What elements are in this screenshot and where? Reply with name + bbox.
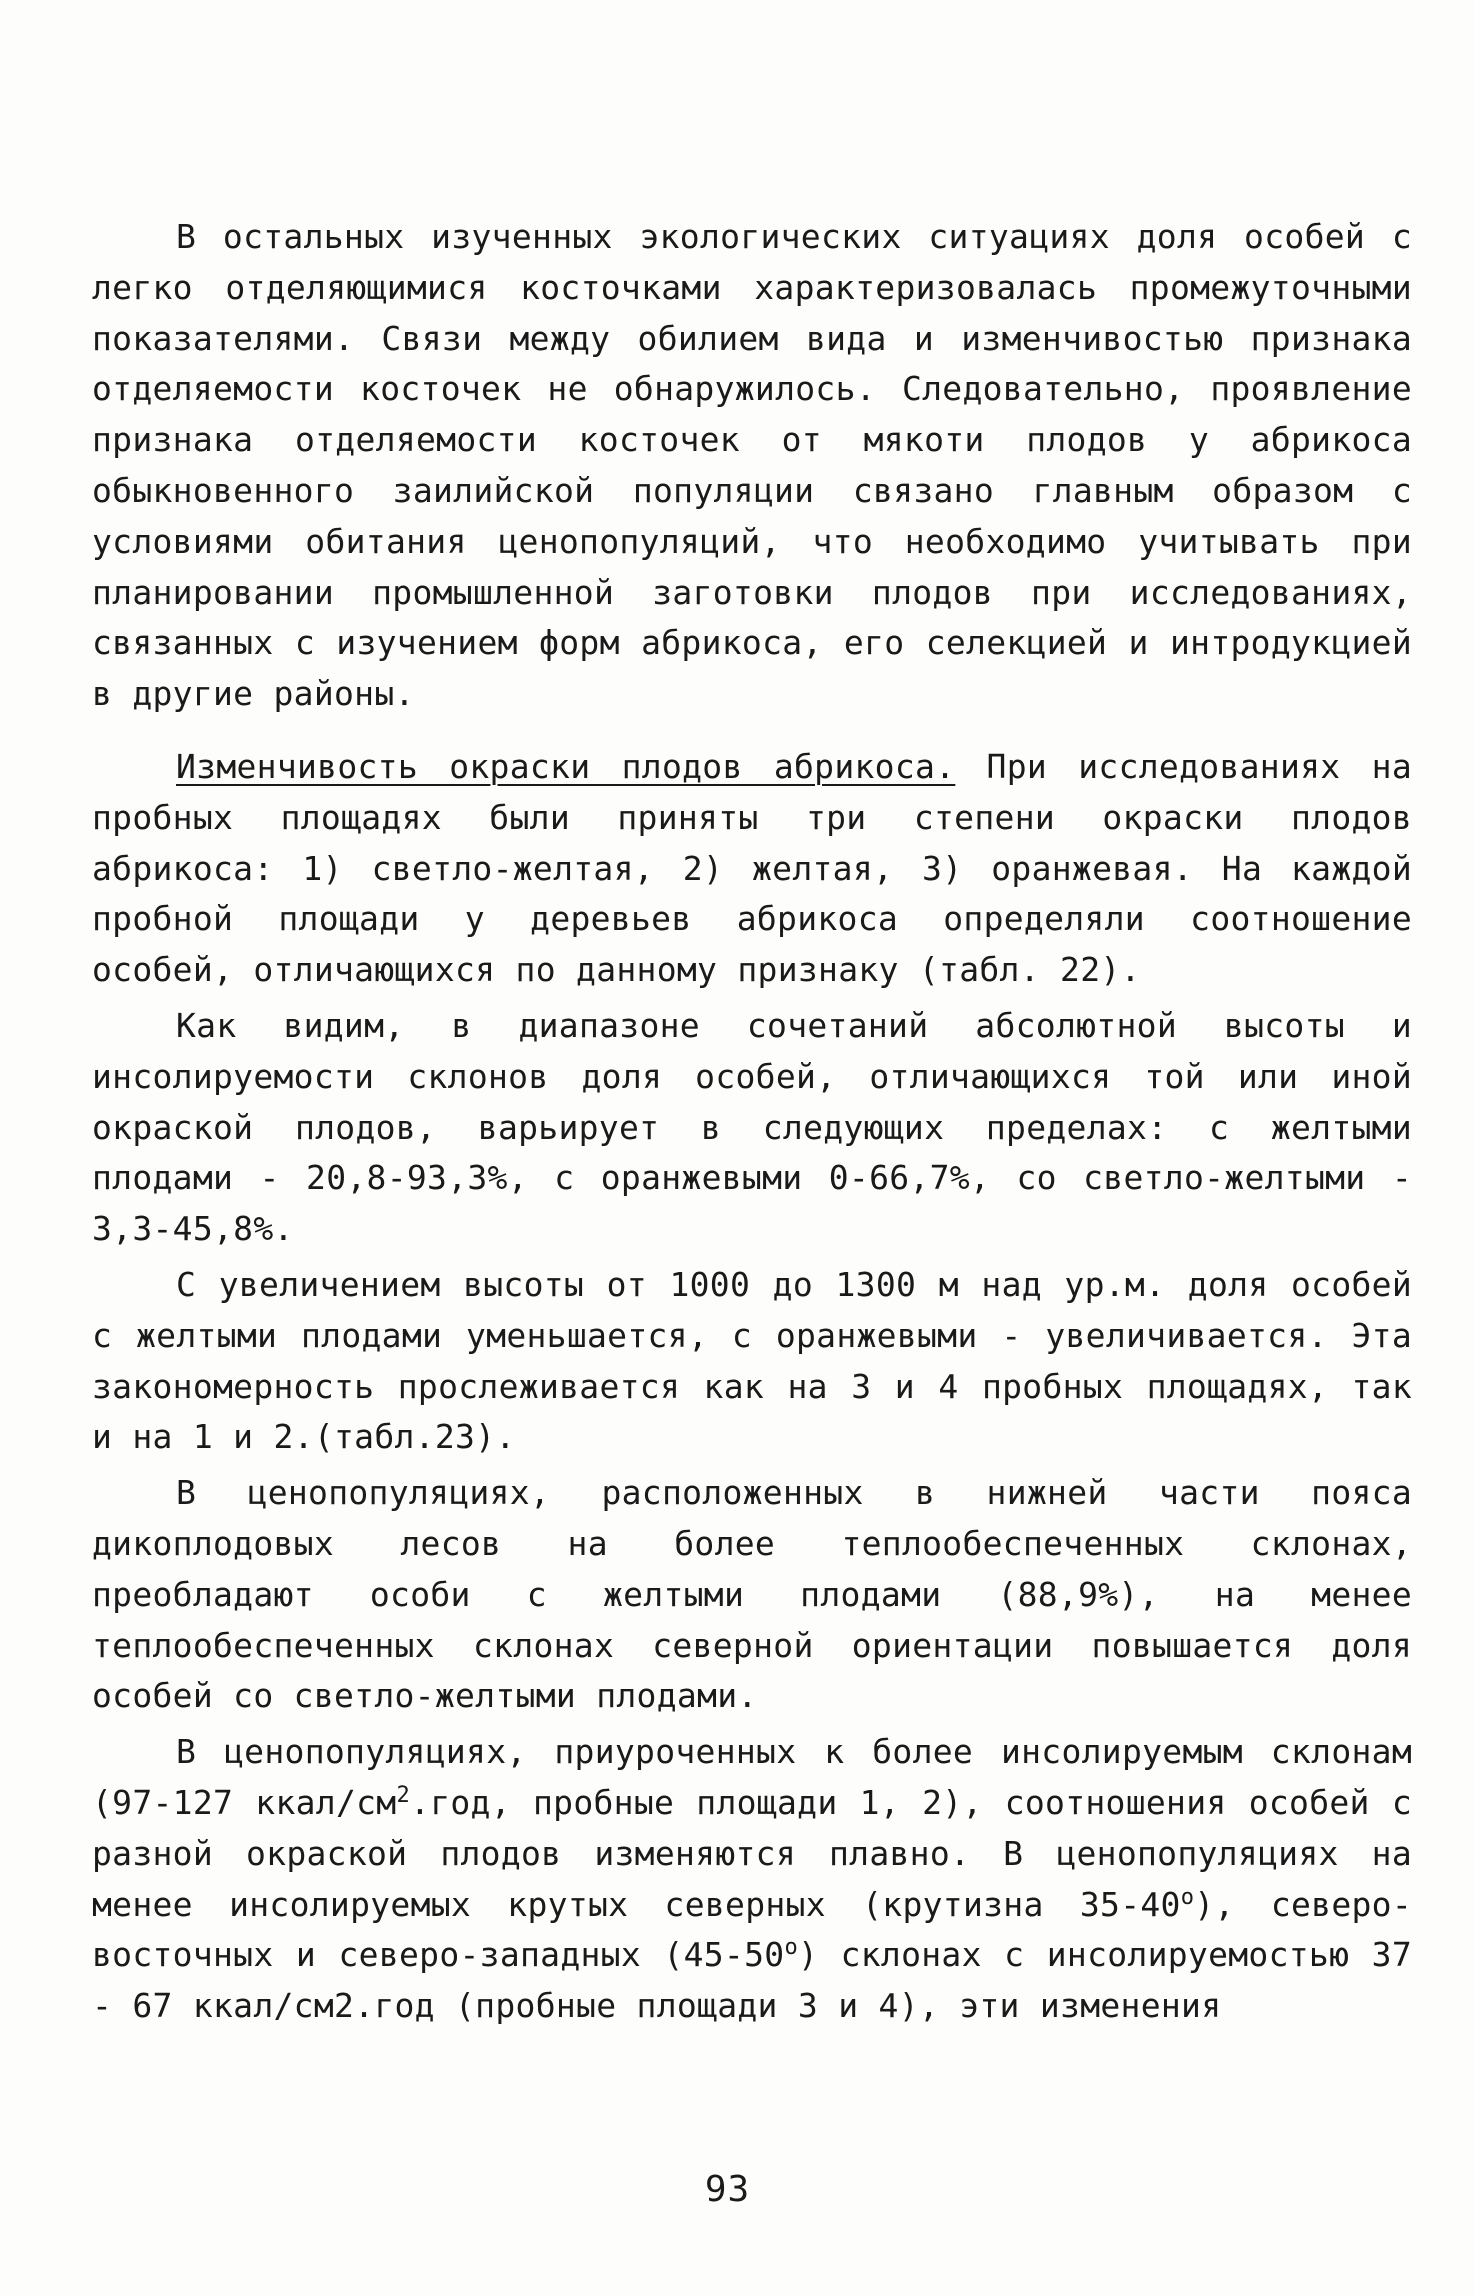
paragraph-insolation — [92, 1727, 1412, 2032]
insolation-text-a: В ценопопуляциях, приуроченных к более инсолируемым склонам (97-127 ккал/см — [92, 1732, 1412, 1822]
degree-mark: о — [1180, 1884, 1195, 1910]
paragraph-fruit-color-intro-text: При исследованиях на пробных площадях были приняты три степени окраски плодов абрикоса: 1) светло-желтая, 2) желтая, 3) оранжевая. На каждой пробной площади у деревьев абрикоса определяли соотношение особей, отличающихся по данному признаку (табл. 22). — [92, 746, 1412, 990]
degree-mark: о — [784, 1935, 798, 1961]
paragraph-lower-belt: В ценопопуляциях, расположенных в нижней части пояса дикоплодовых лесов на более теплообеспеченных склонах, преобладают особи с желтыми плодами (88,9%), на менее теплообеспеченных склонах северной ориентации повышается доля особей со светло-желтыми плодами. — [92, 1473, 1412, 1716]
superscript-square: 2 — [396, 1782, 411, 1808]
insolation-text-d: ) склонах с инсолируемостью 37 - 67 ккал/см2.год (пробные площади 3 и 4), эти изменения — [92, 1935, 1412, 2026]
section-heading: Изменчивость окраски плодов абрикоса. — [176, 746, 956, 786]
insolation-text-b: .год, пробные площади 1, 2), соотношения особей с разной окраской плодов изменяются плавно. В ценопопуляциях на менее инсолируемых крутых северных (крутизна 35-40 — [92, 1782, 1413, 1924]
body-text — [92, 212, 1412, 2032]
page-number: 93 — [704, 2169, 751, 2210]
paragraph-altitude-trend: С увеличением высоты от 1000 до 1300 м над ур.м. доля особей с желтыми плодами уменьшается, с оранжевыми - увеличивается. Эта закономерность прослеживается как на 3 и 4 пробных площадях, так и на 1 и 2.(табл.23). — [92, 1264, 1412, 1457]
paragraph-color-range: Как видим, в диапазоне сочетаний абсолютной высоты и инсолируемости склонов доля особей, отличающихся той или иной окраской плодов, варьирует в следующих пределах: с желтыми плодами - 20,8-93,3%, с оранжевыми 0-66,7%, со светло-желтыми - 3,3-45,8%. — [92, 1005, 1412, 1249]
paragraph-pit-separation: В остальных изученных экологических ситуациях доля особей с легко отделяющимися косточками характеризовалась промежуточными показателями. Связи между обилием вида и изменчивостью признака отделяемости косточек не обнаружилось. Следовательно, проявление признака отделяемости косточек от мякоти плодов у абрикоса обыкновенного заилийской популяции связано главным образом с условиями обитания ценопопуляций, что необходимо учитывать при планировании промышленной заготовки плодов при исследованиях, связанных с изучением форм абрикоса, его селекцией и интродукцией в другие районы. — [92, 217, 1412, 714]
insolation-text-c: ), северо-восточных и северо-западных (45-50 — [92, 1884, 1412, 1975]
paragraph-fruit-color-intro — [92, 742, 1412, 996]
